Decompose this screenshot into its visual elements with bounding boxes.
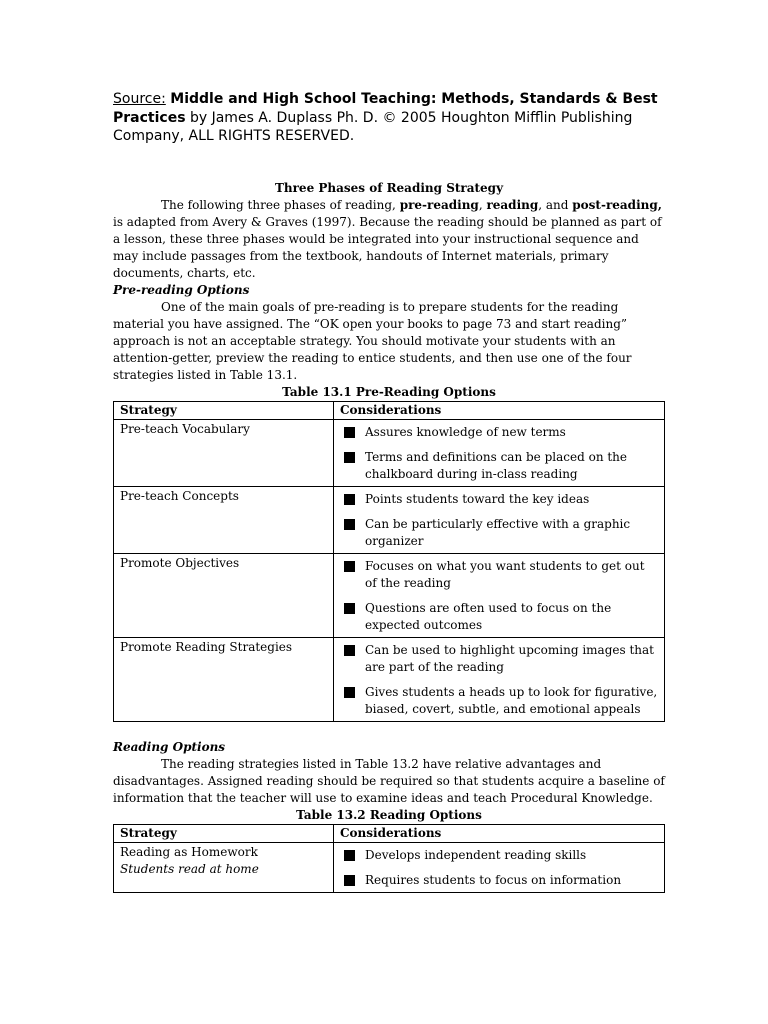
strategy-cell: Pre-teach Concepts bbox=[114, 487, 334, 554]
intro-term-post-reading: post-reading, bbox=[572, 198, 662, 212]
strategy-cell bbox=[114, 843, 334, 893]
considerations-cell bbox=[334, 487, 665, 554]
reading-heading: Reading Options bbox=[113, 740, 226, 754]
table-reading-options bbox=[113, 824, 665, 893]
square-bullet-icon bbox=[344, 452, 355, 463]
considerations-cell bbox=[334, 638, 665, 722]
square-bullet-icon bbox=[344, 519, 355, 530]
intro-separator-2: , and bbox=[538, 198, 573, 212]
table2-caption: Table 13.2 Reading Options bbox=[296, 808, 482, 822]
bullet-item bbox=[340, 600, 658, 634]
intro-term-reading: reading bbox=[486, 198, 539, 212]
header-considerations: Considerations bbox=[334, 825, 665, 843]
bullet-item bbox=[340, 847, 658, 864]
document-title: Three Phases of Reading Strategy bbox=[274, 181, 504, 195]
header-strategy: Strategy bbox=[114, 402, 334, 420]
table-row bbox=[114, 487, 665, 554]
source-title: Middle and High School Teaching: Methods, Standards & Best Practices bbox=[113, 91, 658, 126]
table-row bbox=[114, 420, 665, 487]
considerations-cell bbox=[334, 554, 665, 638]
table-header-row bbox=[114, 825, 665, 843]
bullet-text: Develops independent reading skills bbox=[365, 848, 587, 862]
square-bullet-icon bbox=[344, 603, 355, 614]
square-bullet-icon bbox=[344, 561, 355, 572]
bullet-item bbox=[340, 449, 658, 483]
intro-term-pre-reading: pre-reading bbox=[399, 198, 479, 212]
reading-paragraph: The reading strategies listed in Table 13.2 have relative advantages and disadvantages. Assigned reading should be required so that students acquire a baseline of information that the teacher will use to examine ideas and teach Procedural Knowledge. bbox=[113, 757, 665, 805]
strategy-cell: Promote Reading Strategies bbox=[114, 638, 334, 722]
square-bullet-icon bbox=[344, 427, 355, 438]
bullet-item bbox=[340, 491, 658, 508]
table-header-row bbox=[114, 402, 665, 420]
bullet-item bbox=[340, 684, 658, 718]
table-pre-reading-options bbox=[113, 401, 665, 722]
table-row bbox=[114, 554, 665, 638]
square-bullet-icon bbox=[344, 875, 355, 886]
considerations-cell bbox=[334, 843, 665, 893]
bullet-text: Requires students to focus on information bbox=[365, 873, 622, 887]
table-row bbox=[114, 638, 665, 722]
square-bullet-icon bbox=[344, 494, 355, 505]
bullet-item bbox=[340, 424, 658, 441]
section-spacer bbox=[113, 722, 665, 739]
intro-text-end: is adapted from Avery & Graves (1997). Because the reading should be planned as part of a lesson, these three phases would be integrated into your instructional sequence and may include passages from the textbook, handouts of Internet materials, primary documents, charts, etc. bbox=[113, 215, 662, 280]
bullet-text: Assures knowledge of new terms bbox=[365, 425, 566, 439]
square-bullet-icon bbox=[344, 687, 355, 698]
bullet-text: Can be particularly effective with a graphic organizer bbox=[365, 517, 631, 548]
source-label: Source: bbox=[113, 91, 166, 107]
strategy-name: Reading as Homework bbox=[120, 845, 258, 859]
bullet-text: Focuses on what you want students to get out of the reading bbox=[365, 559, 645, 590]
strategy-cell: Promote Objectives bbox=[114, 554, 334, 638]
square-bullet-icon bbox=[344, 645, 355, 656]
bullet-text: Terms and definitions can be placed on the chalkboard during in-class reading bbox=[365, 450, 628, 481]
pre-reading-paragraph: One of the main goals of pre-reading is to prepare students for the reading material you have assigned. The “OK open your books to page 73 and start reading” approach is not an acceptable strategy. You should motivate your students with an attention-getter, preview the reading to entice students, and then use one of the four strategies listed in Table 13.1. bbox=[113, 300, 632, 382]
intro-separator-1: , bbox=[478, 198, 487, 212]
bullet-item bbox=[340, 642, 658, 676]
bullet-item bbox=[340, 558, 658, 592]
bullet-item bbox=[340, 516, 658, 550]
square-bullet-icon bbox=[344, 850, 355, 861]
bullet-item bbox=[340, 872, 658, 889]
intro-paragraph bbox=[113, 197, 665, 282]
intro-text-start: The following three phases of reading, bbox=[161, 198, 400, 212]
considerations-cell bbox=[334, 420, 665, 487]
table1-caption: Table 13.1 Pre-Reading Options bbox=[282, 385, 496, 399]
source-details: by James A. Duplass Ph. D. © 2005 Houghton Mifflin Publishing Company, ALL RIGHTS RESERVED. bbox=[113, 109, 633, 144]
pre-reading-heading: Pre-reading Options bbox=[113, 283, 250, 297]
header-considerations: Considerations bbox=[334, 402, 665, 420]
document-body bbox=[113, 180, 665, 893]
bullet-text: Gives students a heads up to look for figurative, biased, covert, subtle, and emotional appeals bbox=[365, 685, 658, 716]
table-row bbox=[114, 843, 665, 893]
bullet-text: Can be used to highlight upcoming images that are part of the reading bbox=[365, 643, 654, 674]
strategy-cell: Pre-teach Vocabulary bbox=[114, 420, 334, 487]
bullet-text: Points students toward the key ideas bbox=[365, 492, 590, 506]
header-strategy: Strategy bbox=[114, 825, 334, 843]
bullet-text: Questions are often used to focus on the expected outcomes bbox=[365, 601, 612, 632]
source-citation bbox=[113, 90, 658, 146]
strategy-subtitle: Students read at home bbox=[120, 862, 259, 876]
